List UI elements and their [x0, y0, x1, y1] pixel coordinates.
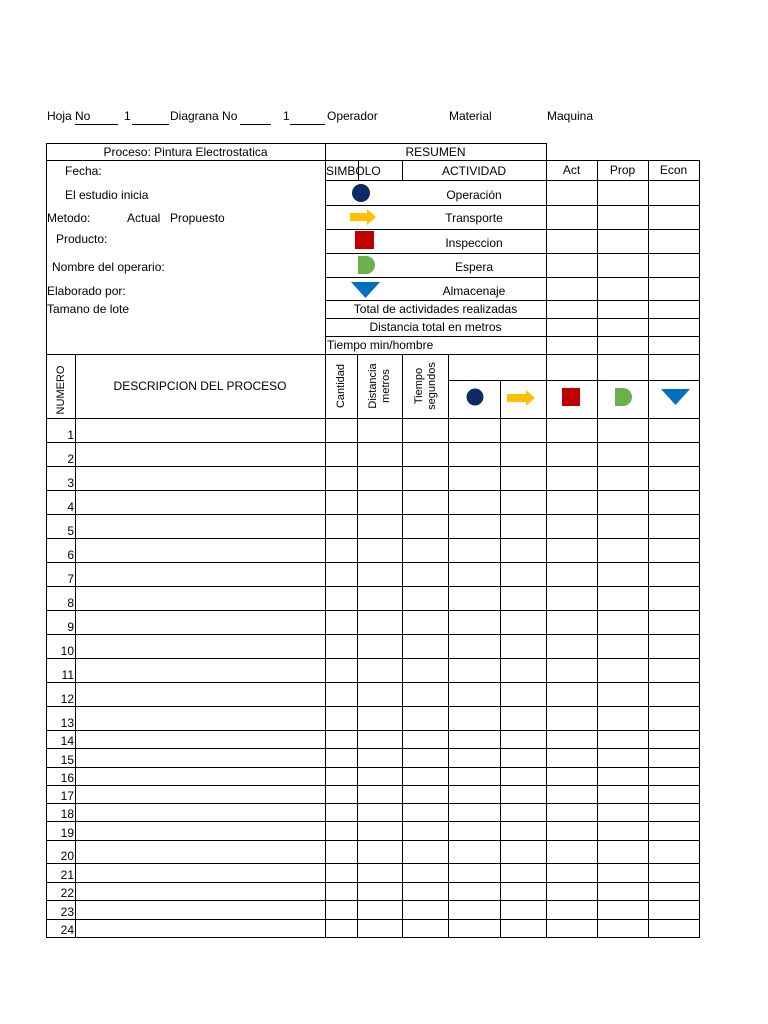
actividad-almacenaje: Almacenaje: [442, 284, 506, 298]
row-number: 12: [60, 692, 74, 706]
tiempo-label: Tiempo min/hombre: [327, 338, 434, 352]
row-line: [46, 937, 700, 938]
row-number: 5: [67, 524, 74, 538]
diagrama-label: Diagrana No: [170, 109, 238, 123]
row-number: 10: [60, 644, 74, 658]
row-number: 18: [60, 807, 74, 821]
descripcion-header: DESCRIPCION DEL PROCESO: [113, 379, 287, 393]
propuesto-label: Propuesto: [170, 211, 225, 225]
total-actividades: Total de actividades realizadas: [353, 302, 518, 316]
row-line: [46, 785, 700, 786]
row-line: [46, 748, 700, 749]
actividad-inspeccion: Inspeccion: [445, 236, 503, 250]
row-number: 23: [60, 905, 74, 919]
line: [46, 143, 547, 144]
line: [325, 336, 700, 337]
line: [325, 277, 700, 278]
simbolo-header: SIMBOLO: [326, 164, 381, 178]
d-shape-icon: [357, 255, 377, 275]
lote-label: Tamano de lote: [47, 302, 130, 316]
diagrama-underline: [240, 124, 271, 125]
square-icon: [355, 231, 375, 251]
actividad-header: ACTIVIDAD: [441, 164, 506, 178]
row-number: 2: [67, 452, 74, 466]
row-line: [46, 442, 700, 443]
row-line: [46, 821, 700, 822]
row-line: [46, 767, 700, 768]
line: [325, 229, 700, 230]
line: [325, 300, 700, 301]
row-line: [46, 586, 700, 587]
row-number: 21: [60, 868, 74, 882]
row-line: [46, 538, 700, 539]
diagrama-value-underline: [290, 124, 325, 125]
d-shape-icon: [614, 387, 634, 407]
diagrama-value: 1: [283, 109, 290, 123]
triangle-icon: [661, 388, 691, 406]
row-line: [46, 919, 700, 920]
square-icon: [562, 388, 582, 408]
row-line: [46, 658, 700, 659]
fecha-label: Fecha:: [65, 164, 102, 178]
row-number: 17: [60, 789, 74, 803]
row-line: [46, 803, 700, 804]
line: [448, 380, 700, 381]
distancia-header-l2: metros: [380, 369, 392, 403]
row-line: [46, 682, 700, 683]
row-line: [46, 490, 700, 491]
distancia-total: Distancia total en metros: [369, 320, 502, 334]
line: [46, 418, 700, 419]
row-number: 20: [60, 849, 74, 863]
row-number: 8: [67, 596, 74, 610]
row-number: 15: [60, 753, 74, 767]
row-line: [46, 863, 700, 864]
maquina-label: Maquina: [547, 109, 594, 123]
row-number: 1: [67, 428, 74, 442]
row-number: 22: [60, 886, 74, 900]
estudio-label: El estudio inicia: [65, 188, 149, 202]
row-number: 19: [60, 826, 74, 840]
row-number: 3: [67, 476, 74, 490]
metodo-label: Metodo:: [47, 211, 91, 225]
line: [46, 160, 700, 161]
operario-label: Nombre del operario:: [52, 260, 165, 274]
circle-icon: [465, 387, 485, 407]
hoja-label: Hoja No: [47, 109, 91, 123]
proceso-title: Proceso: Pintura Electrostatica: [103, 145, 268, 159]
row-number: 4: [67, 500, 74, 514]
producto-label: Producto:: [56, 232, 108, 246]
row-number: 13: [60, 716, 74, 730]
line: [46, 354, 700, 355]
distancia-header-l1: Distancia: [367, 363, 379, 409]
row-line: [46, 514, 700, 515]
row-line: [46, 900, 700, 901]
material-label: Material: [449, 109, 492, 123]
cantidad-header: Cantidad: [335, 363, 347, 409]
row-number: 16: [60, 771, 74, 785]
row-line: [46, 730, 700, 731]
circle-icon: [350, 183, 372, 203]
row-number: 14: [60, 734, 74, 748]
line: [325, 318, 700, 319]
row-line: [46, 882, 700, 883]
row-number: 24: [60, 923, 74, 937]
row-line: [46, 466, 700, 467]
hoja-value-underline: [132, 124, 169, 125]
row-number: 6: [67, 548, 74, 562]
line: [325, 143, 326, 938]
row-number: 11: [61, 668, 74, 682]
elaborado-label: Elaborado por:: [47, 284, 126, 298]
econ-header: Econ: [659, 163, 688, 177]
prop-header: Prop: [609, 163, 636, 177]
resumen-title: RESUMEN: [405, 145, 466, 159]
row-line: [46, 562, 700, 563]
line: [325, 180, 700, 181]
line: [546, 143, 547, 938]
line: [500, 380, 501, 938]
arrow-icon: [350, 208, 378, 226]
operador-label: Operador: [327, 109, 378, 123]
row-line: [46, 634, 700, 635]
actividad-operacion: Operación: [446, 188, 502, 202]
line: [325, 205, 700, 206]
arrow-icon: [507, 389, 537, 407]
hoja-underline: [75, 124, 118, 125]
row-number: 9: [67, 620, 74, 634]
row-number: 7: [67, 572, 74, 586]
actual-label: Actual: [127, 211, 161, 225]
hoja-value: 1: [124, 109, 131, 123]
tiempo-header-l2: segundos: [426, 362, 438, 410]
act-header: Act: [562, 163, 581, 177]
numero-header: NUMERO: [55, 365, 67, 415]
row-line: [46, 706, 700, 707]
tiempo-header-l1: Tiempo: [413, 367, 425, 405]
row-line: [46, 840, 700, 841]
row-line: [46, 610, 700, 611]
triangle-icon: [351, 281, 381, 299]
actividad-espera: Espera: [454, 260, 494, 274]
actividad-transporte: Transporte: [445, 211, 503, 225]
line: [325, 253, 700, 254]
